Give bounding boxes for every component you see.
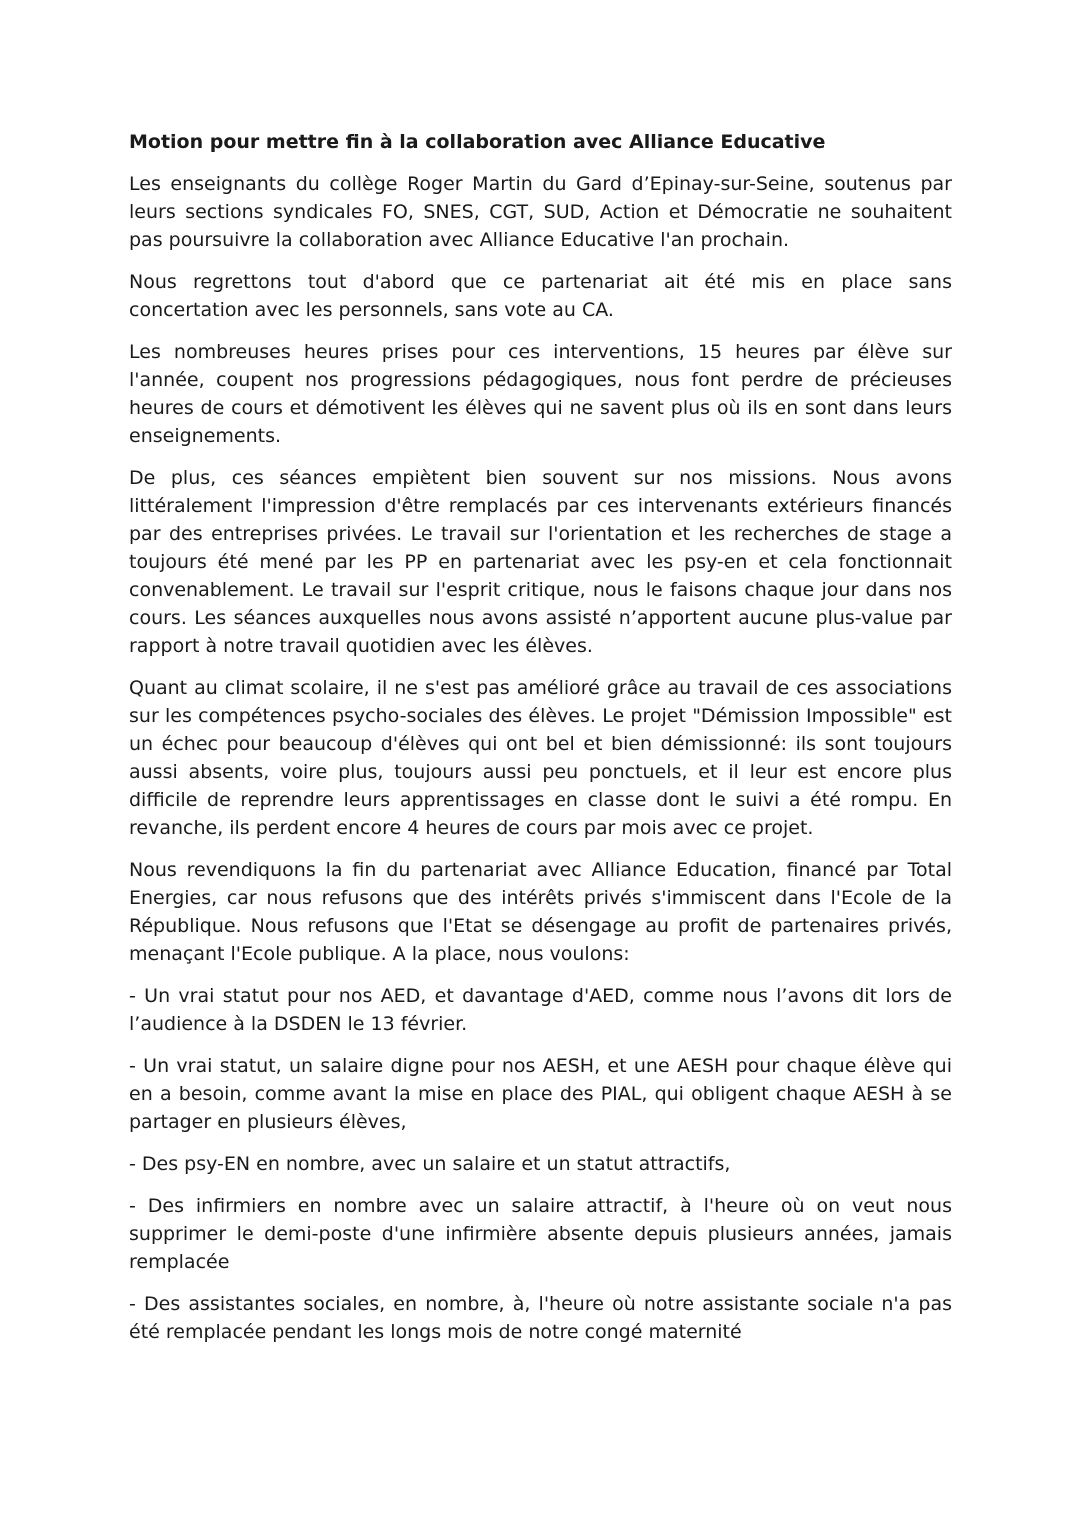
document-title: Motion pour mettre fin à la collaboration avec Alliance Educative xyxy=(129,131,826,153)
paragraph-concertation: Nous regrettons tout d'abord que ce partenariat ait été mis en place sans concertation avec les personnels, sans vote au CA. xyxy=(129,271,952,321)
paragraph-revendications: Nous revendiquons la fin du partenariat avec Alliance Education, financé par Total Energies, car nous refusons que des intérêts privés s'immiscent dans l'Ecole de la République. Nous refusons que l'Etat se désengage au profit de partenaires privés, menaçant l'Ecole publique. A la place, nous voulons: xyxy=(129,859,952,965)
list-item-aesh: - Un vrai statut, un salaire digne pour nos AESH, et une AESH pour chaque élève qui en a besoin, comme avant la mise en place des PIAL, qui obligent chaque AESH à se partager en plusieurs élèves, xyxy=(129,1055,952,1133)
list-item-assistantes-sociales: - Des assistantes sociales, en nombre, à, l'heure où notre assistante sociale n'a pas été remplacée pendant les longs mois de notre congé maternité xyxy=(129,1293,952,1343)
document-page xyxy=(129,128,952,1360)
paragraph-heures: Les nombreuses heures prises pour ces interventions, 15 heures par élève sur l'année, coupent nos progressions pédagogiques, nous font perdre de précieuses heures de cours et démotivent les élèves qui ne savent plus où ils en sont dans leurs enseignements. xyxy=(129,341,952,447)
paragraph-intro: Les enseignants du collège Roger Martin du Gard d’Epinay-sur-Seine, soutenus par leurs sections syndicales FO, SNES, CGT, SUD, Action et Démocratie ne souhaitent pas poursuivre la collaboration avec Alliance Educative l'an prochain. xyxy=(129,173,952,251)
paragraph-missions: De plus, ces séances empiètent bien souvent sur nos missions. Nous avons littéralement l'impression d'être remplacés par ces intervenants extérieurs financés par des entreprises privées. Le travail sur l'orientation et les recherches de stage a toujours été mené par les PP en partenariat avec les psy-en et cela fonctionnait convenablement. Le travail sur l'esprit critique, nous le faisons chaque jour dans nos cours. Les séances auxquelles nous avons assisté n’apportent aucune plus-value par rapport à notre travail quotidien avec les élèves. xyxy=(129,467,952,657)
list-item-infirmiers: - Des infirmiers en nombre avec un salaire attractif, à l'heure où on veut nous supprimer le demi-poste d'une infirmière absente depuis plusieurs années, jamais remplacée xyxy=(129,1195,952,1273)
paragraph-climat-scolaire: Quant au climat scolaire, il ne s'est pas amélioré grâce au travail de ces associations sur les compétences psycho-sociales des élèves. Le projet "Démission Impossible" est un échec pour beaucoup d'élèves qui ont bel et bien démissionné: ils sont toujours aussi absents, voire plus, toujours aussi peu ponctuels, et il leur est encore plus difficile de reprendre leurs apprentissages en classe dont le suivi a été rompu. En revanche, ils perdent encore 4 heures de cours par mois avec ce projet. xyxy=(129,677,952,839)
list-item-aed: - Un vrai statut pour nos AED, et davantage d'AED, comme nous l’avons dit lors de l’audience à la DSDEN le 13 février. xyxy=(129,985,952,1035)
list-item-psy-en: - Des psy-EN en nombre, avec un salaire et un statut attractifs, xyxy=(129,1153,731,1175)
